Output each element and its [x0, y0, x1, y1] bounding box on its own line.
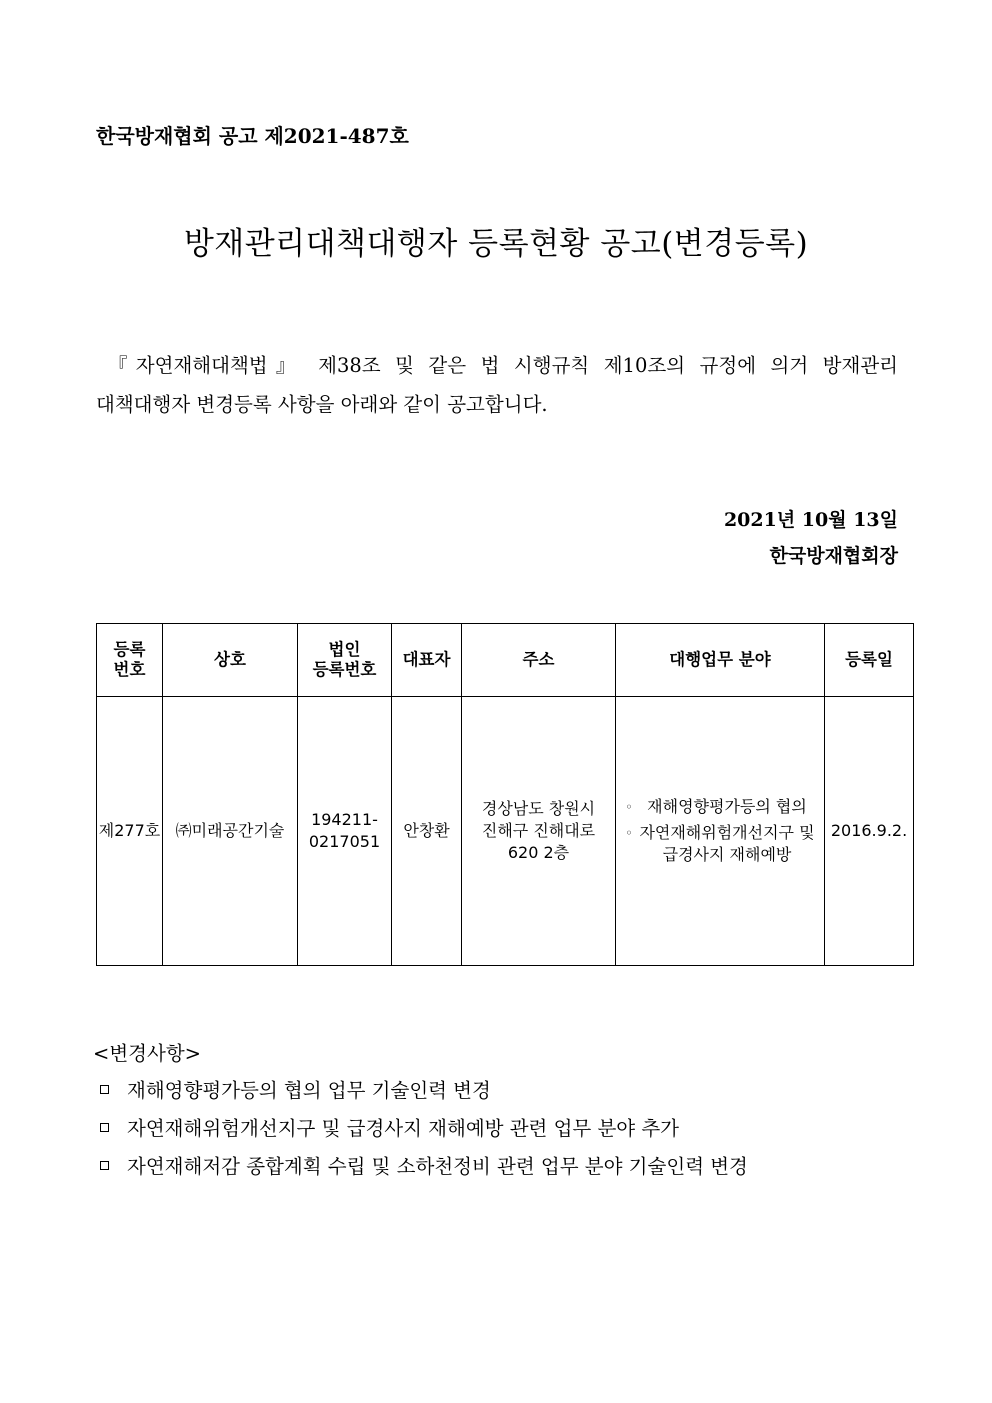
header-corp-no: [298, 624, 392, 697]
cell-address: [462, 697, 616, 966]
change-text: 자연재해저감 종합계획 수립 및 소하천정비 관련 업무 분야 기술인력 변경: [127, 1155, 748, 1178]
cell-company: ㈜미래공간기술: [163, 697, 298, 966]
header-reg-no-line-2: 번호: [113, 660, 146, 679]
notice-number: 한국방재협회 공고 제2021-487호: [96, 124, 409, 148]
header-business-field: 대행업무 분야: [616, 624, 825, 697]
changes-heading: <변경사항>: [93, 1042, 202, 1065]
header-reg-no: [97, 624, 163, 697]
circle-bullet-icon: ◦: [625, 826, 633, 840]
field-item-text: 자연재해위험개선지구 및 급경사지 재해예방: [639, 823, 815, 864]
list-item: [100, 1110, 748, 1148]
cell-reg-date: 2016.9.2.: [825, 697, 914, 966]
table-row: [97, 697, 914, 966]
registration-table: [96, 623, 914, 966]
intro-line-1: 『자연재해대책법』 제38조 및 같은 법 시행규칙 제10조의 규정에 의거 방재관리: [108, 354, 898, 377]
cell-reg-no: 제277호: [97, 697, 163, 966]
intro-line-2: 대책대행자 변경등록 사항을 아래와 같이 공고합니다.: [96, 393, 548, 416]
address-line-2: 진해구 진해대로: [481, 821, 596, 840]
field-item: [616, 796, 824, 818]
header-reg-no-line-1: 등록: [113, 640, 146, 659]
field-item: [616, 822, 824, 866]
list-item: [100, 1148, 748, 1186]
address-line-3: 620 2층: [507, 843, 570, 862]
header-corp-no-line-2: 등록번호: [312, 660, 377, 679]
intro-paragraph: [96, 346, 898, 424]
circle-bullet-icon: ◦: [625, 800, 633, 814]
corp-no-part-1: 194211-: [311, 810, 378, 829]
header-reg-date: 등록일: [825, 624, 914, 697]
table-header-row: [97, 624, 914, 697]
list-item: [100, 1072, 748, 1110]
square-bullet-icon: [100, 1085, 109, 1094]
header-address: 주소: [462, 624, 616, 697]
field-item-text: 재해영향평가등의 협의: [647, 797, 807, 816]
header-corp-no-line-1: 법인: [328, 640, 361, 659]
header-company: 상호: [163, 624, 298, 697]
cell-representative: 안창환: [392, 697, 462, 966]
square-bullet-icon: [100, 1161, 109, 1170]
square-bullet-icon: [100, 1123, 109, 1132]
issuer: 한국방재협회장: [769, 545, 898, 567]
change-text: 자연재해위험개선지구 및 급경사지 재해예방 관련 업무 분야 추가: [127, 1117, 679, 1140]
document-title: 방재관리대책대행자 등록현황 공고(변경등록): [183, 226, 809, 262]
corp-no-part-2: 0217051: [308, 832, 381, 851]
changes-list: [100, 1072, 748, 1186]
address-line-1: 경상남도 창원시: [481, 799, 596, 818]
cell-business-field: [616, 697, 825, 966]
change-text: 재해영향평가등의 협의 업무 기술인력 변경: [127, 1079, 491, 1102]
cell-corp-no: [298, 697, 392, 966]
header-representative: 대표자: [392, 624, 462, 697]
notice-date: 2021년 10월 13일: [723, 509, 898, 531]
